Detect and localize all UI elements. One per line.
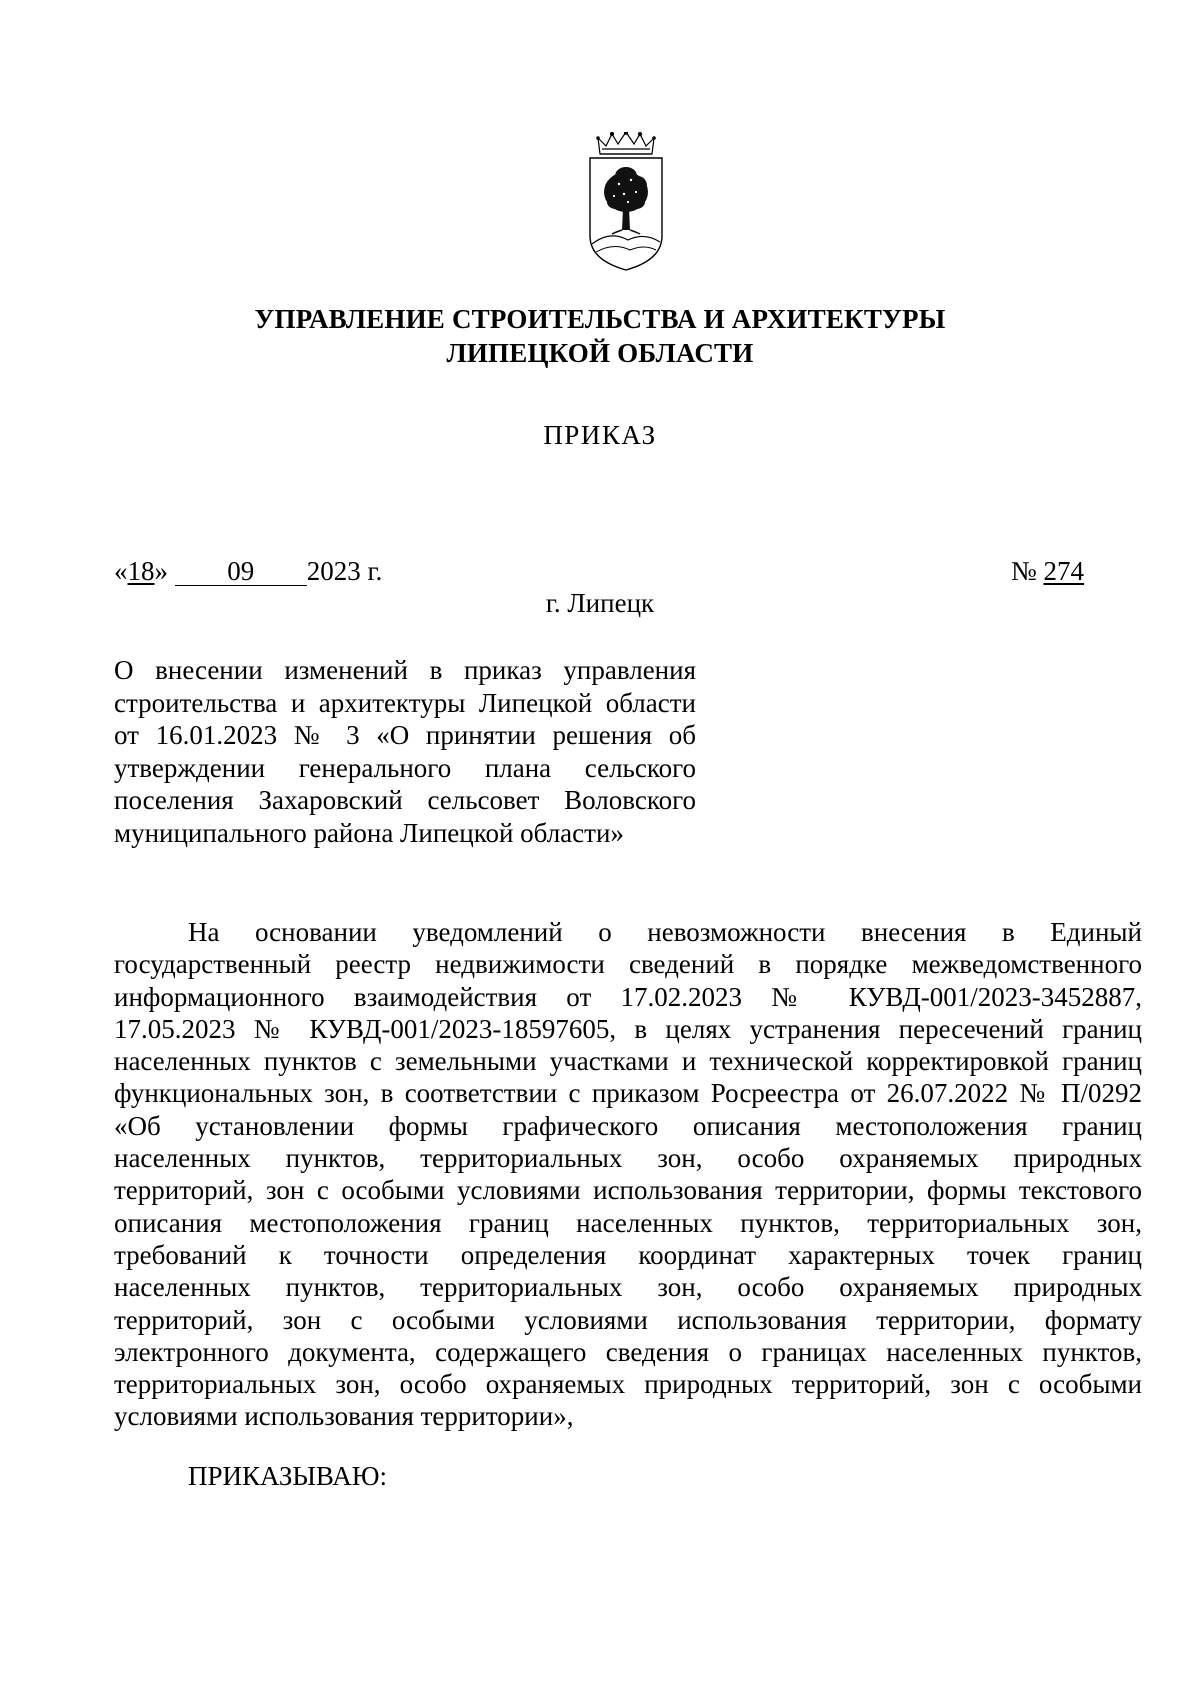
number-label: № [1010, 556, 1037, 586]
body-line: требований к точности определения координат характерных точек границ [114, 1239, 1142, 1270]
body-line: территорий, зон с особыми условиями использования территории, формы текстового [114, 1175, 1142, 1206]
coat-of-arms-emblem [586, 132, 666, 272]
body-paragraph [114, 916, 1142, 1433]
body-line: населенных пунктов, территориальных зон, особо охраняемых природных [114, 1143, 1142, 1174]
subject-line: утверждении генерального плана сельского [114, 752, 696, 783]
body-line: информационного взаимодействия от 17.02.2023 № КУВД-001/2023-3452887, [114, 981, 1142, 1012]
date-day: 18 [127, 556, 155, 586]
organization-title-line2: ЛИПЕЦКОЙ ОБЛАСТИ [446, 338, 754, 368]
body-line: условиями использования территории», [114, 1401, 574, 1432]
subject-line: О внесении изменений в приказ управления [114, 655, 696, 685]
body-line: территорий, зон с особыми условиями использования территории, формату [114, 1304, 1142, 1335]
number-value: 274 [1043, 556, 1084, 586]
document-date: «18» 09 2023 г. [114, 556, 383, 586]
body-line: «Об установлении формы графического описания местоположения границ [114, 1110, 1142, 1141]
organization-title [0, 302, 1200, 370]
document-subject [114, 654, 696, 849]
body-line: 17.05.2023 № КУВД-001/2023-18597605, в целях устранения пересечений границ [114, 1013, 1142, 1044]
subject-line: строительства и архитектуры Липецкой области [114, 687, 696, 718]
document-number [1011, 556, 1084, 587]
body-line: населенных пунктов, территориальных зон, особо охраняемых природных [114, 1272, 1142, 1303]
body-line: государственный реестр недвижимости сведений в порядке межведомственного [114, 949, 1142, 980]
body-line: территориальных зон, особо охраняемых природных территорий, зон с особыми [114, 1369, 1142, 1400]
body-line: описания местоположения границ населенных пунктов, территориальных зон, [114, 1207, 1142, 1238]
document-type: ПРИКАЗ [543, 420, 657, 450]
body-line: населенных пунктов с земельными участками и технической корректировкой границ [114, 1046, 1142, 1077]
date-month: 09 [175, 558, 307, 586]
date-year: 2023 г. [306, 556, 383, 586]
body-line: На основании уведомлений о невозможности внесения в Единый [188, 917, 1142, 947]
city-name: г. Липецк [545, 588, 655, 618]
subject-line: муниципального района Липецкой области» [114, 817, 624, 848]
subject-line: поселения Захаровский сельсовет Воловского [114, 785, 696, 815]
body-line: функциональных зон, в соответствии с приказом Росреестра от 26.07.2022 № П/0292 [114, 1078, 1142, 1109]
body-line: электронного документа, содержащего сведения о границах населенных пунктов, [114, 1336, 1142, 1367]
subject-line: от 16.01.2023 № 3 «О принятии решения об [114, 720, 696, 750]
organization-title-line1: УПРАВЛЕНИЕ СТРОИТЕЛЬСТВА И АРХИТЕКТУРЫ [254, 304, 946, 334]
order-directive: ПРИКАЗЫВАЮ: [188, 1461, 387, 1491]
